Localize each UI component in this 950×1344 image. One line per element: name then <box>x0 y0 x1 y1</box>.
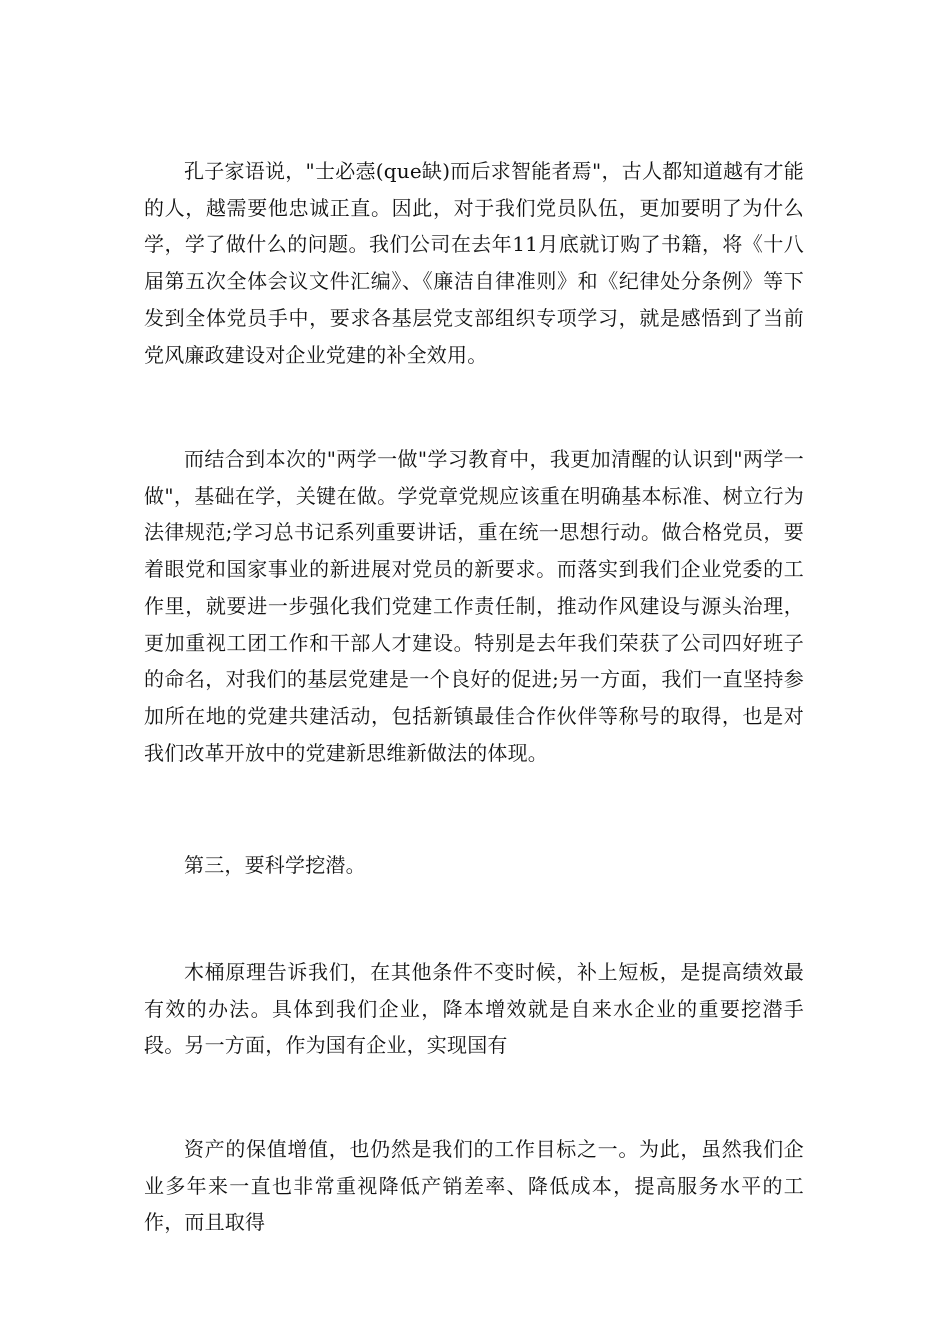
paragraph-heading-third-point: 第三，要科学挖潜。 <box>184 853 366 877</box>
paragraph-barrel-principle: 木桶原理告诉我们，在其他条件不变时候，补上短板，是提高绩效最有效的办法。具体到我们企业，降本增效就是自来水企业的重要挖潜手段。另一方面，作为国有企业，实现国有 <box>144 960 804 1058</box>
paragraph-confucius-quote: 孔子家语说，"士必悫(que缺)而后求智能者焉"，古人都知道越有才能的人，越需要他忠诚正直。因此，对于我们党员队伍，更加要明了为什么学，学了做什么的问题。我们公司在去年11月底就订购了书籍，将《十八届第五次全体会议文件汇编》、《廉洁自律准则》和《纪律处分条例》等下发到全体党员手中，要求各基层党支部组织专项学习，就是感悟到了当前党风廉政建设对企业党建的补全效用。 <box>144 159 804 367</box>
paragraph-two-studies-one-action: 而结合到本次的"两学一做"学习教育中，我更加清醒的认识到"两学一做"，基础在学，关键在做。学党章党规应该重在明确基本标准、树立行为法律规范;学习总书记系列重要讲话，重在统一思想行动。做合格党员，要着眼党和国家事业的新进展对党员的新要求。而落实到我们企业党委的工作里，就要进一步强化我们党建工作责任制，推动作风建设与源头治理，更加重视工团工作和干部人才建设。特别是去年我们荣获了公司四好班子的命名，对我们的基层党建是一个良好的促进;另一方面，我们一直坚持参加所在地的党建共建活动，包括新镇最佳合作伙伴等称号的取得，也是对我们改革开放中的党建新思维新做法的体现。 <box>144 447 804 765</box>
paragraph-asset-preservation: 资产的保值增值，也仍然是我们的工作目标之一。为此，虽然我们企业多年来一直也非常重视降低产销差率、降低成本，提高服务水平的工作，而且取得 <box>144 1137 804 1235</box>
